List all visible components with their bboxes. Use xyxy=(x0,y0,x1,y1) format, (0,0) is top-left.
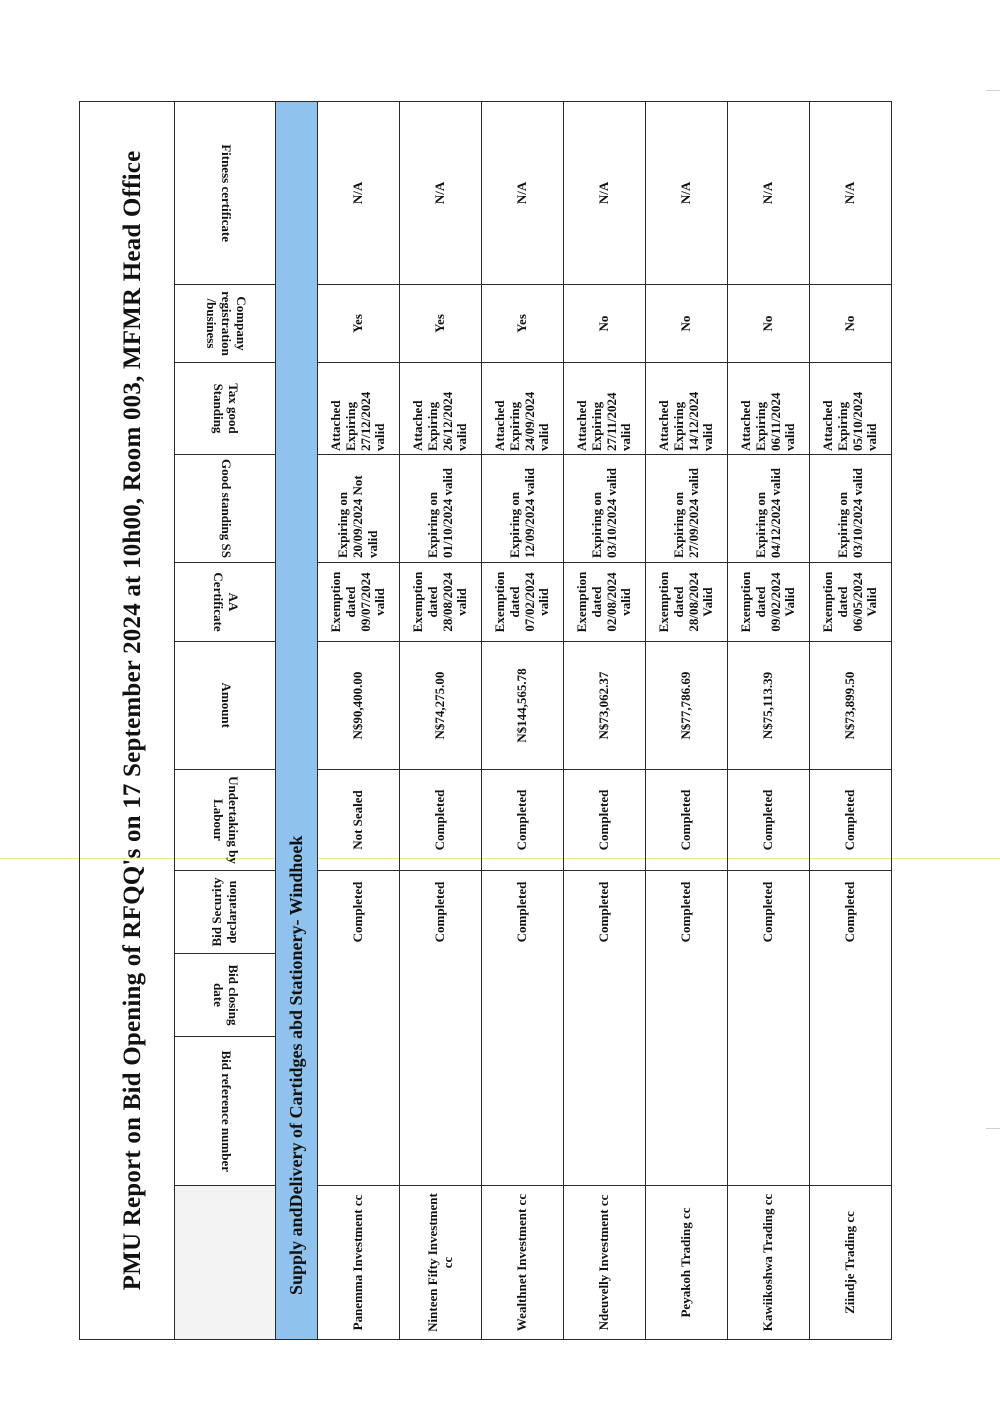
tax-good-standing-cell: Attached Expiring 27/12/2024 valid xyxy=(318,363,400,455)
undertaking-cell: Completed xyxy=(564,770,646,871)
table-row xyxy=(400,101,482,1339)
header-amount: Amount xyxy=(175,642,276,770)
amount-cell: N$144,565.78 xyxy=(482,642,564,770)
bid-security-cell: Completed xyxy=(728,871,810,954)
margin-mark xyxy=(986,90,1000,91)
bid-closing-cell xyxy=(400,954,482,1037)
bid-closing-cell xyxy=(728,954,810,1037)
undertaking-cell: Completed xyxy=(400,770,482,871)
company-cell: Wealthnet Investment cc xyxy=(482,1186,564,1340)
rotated-report xyxy=(79,102,880,1340)
fitness-certificate-cell: N/A xyxy=(564,101,646,284)
company-cell: Panemma Investment cc xyxy=(318,1186,400,1340)
company-registration-cell: Yes xyxy=(482,285,564,363)
good-standing-ss-cell: Expiring on 12/09/2024 valid xyxy=(482,455,564,563)
header-bid-reference: Bid reference number xyxy=(175,1037,276,1186)
fitness-certificate-cell: N/A xyxy=(482,101,564,284)
header-aa-certificate: AA Certificate xyxy=(175,563,276,642)
bid-opening-table xyxy=(79,101,892,1340)
bid-security-cell: Completed xyxy=(810,871,892,954)
table-row xyxy=(318,101,400,1339)
table-row xyxy=(564,101,646,1339)
tax-good-standing-cell: Attached Expiring 06/11/2024 valid xyxy=(728,363,810,455)
aa-certificate-cell: Exemption dated 09/07/2024 valid xyxy=(318,563,400,642)
header-company-registration: Company registration /business xyxy=(175,285,276,363)
table-row xyxy=(646,101,728,1339)
bid-security-cell: Completed xyxy=(646,871,728,954)
good-standing-ss-cell: Expiring on 04/12/2024 valid xyxy=(728,455,810,563)
tax-good-standing-cell: Attached Expiring 27/11/2024 valid xyxy=(564,363,646,455)
amount-cell: N$77,786.69 xyxy=(646,642,728,770)
bid-security-cell: Completed xyxy=(564,871,646,954)
bid-closing-cell xyxy=(564,954,646,1037)
good-standing-ss-cell: Expiring on 20/09/2024 Not valid xyxy=(318,455,400,563)
good-standing-ss-cell: Expiring on 03/10/2024 valid xyxy=(564,455,646,563)
bid-security-cell: Completed xyxy=(318,871,400,954)
good-standing-ss-cell: Expiring on 01/10/2024 valid xyxy=(400,455,482,563)
header-tax-good-standing: Tax good Standing xyxy=(175,363,276,455)
company-registration-cell: No xyxy=(810,285,892,363)
tax-good-standing-cell: Attached Expiring 05/10/2024 valid xyxy=(810,363,892,455)
bid-security-cell: Completed xyxy=(482,871,564,954)
bid-reference-cell xyxy=(810,1037,892,1186)
undertaking-cell: Completed xyxy=(646,770,728,871)
company-cell: Ndeuvelly Investment cc xyxy=(564,1186,646,1340)
aa-certificate-cell: Exemption dated 07/02/2024 valid xyxy=(482,563,564,642)
company-registration-cell: Yes xyxy=(400,285,482,363)
undertaking-cell: Completed xyxy=(482,770,564,871)
report-title: PMU Report on Bid Opening of RFQQ's on 17 September 2024 at 10h00, Room 003, MFMR Head Office xyxy=(80,101,175,1339)
header-undertaking: Undertaking by Labour xyxy=(175,770,276,871)
fitness-certificate-cell: N/A xyxy=(318,101,400,284)
table-row xyxy=(728,101,810,1339)
tax-good-standing-cell: Attached Expiring 26/12/2024 valid xyxy=(400,363,482,455)
header-fitness-certificate: Fitness certificate xyxy=(175,101,276,284)
company-cell: Ninteen Fifty Investment cc xyxy=(400,1186,482,1340)
undertaking-cell: Completed xyxy=(810,770,892,871)
header-good-standing-ss: Good standing SS xyxy=(175,455,276,563)
bid-reference-cell xyxy=(400,1037,482,1186)
good-standing-ss-cell: Expiring on 03/10/2024 valid xyxy=(810,455,892,563)
header-row xyxy=(175,101,276,1339)
bid-security-cell: Completed xyxy=(400,871,482,954)
aa-certificate-cell: Exemption dated 09/02/2024 Valid xyxy=(728,563,810,642)
undertaking-cell: Completed xyxy=(728,770,810,871)
amount-cell: N$75,113.39 xyxy=(728,642,810,770)
bid-closing-cell xyxy=(646,954,728,1037)
bid-closing-cell xyxy=(318,954,400,1037)
report-page xyxy=(79,102,880,1340)
company-registration-cell: No xyxy=(564,285,646,363)
margin-mark xyxy=(986,1128,1000,1129)
company-registration-cell: No xyxy=(646,285,728,363)
tax-good-standing-cell: Attached Expiring 14/12/2024 valid xyxy=(646,363,728,455)
company-registration-cell: No xyxy=(728,285,810,363)
aa-certificate-cell: Exemption dated 28/08/2024 Valid xyxy=(646,563,728,642)
bid-reference-cell xyxy=(318,1037,400,1186)
amount-cell: N$74,275.00 xyxy=(400,642,482,770)
company-cell: Peyakoh Trading cc xyxy=(646,1186,728,1340)
header-company xyxy=(175,1186,276,1340)
amount-cell: N$90,400.00 xyxy=(318,642,400,770)
aa-certificate-cell: Exemption dated 28/08/2024 valid xyxy=(400,563,482,642)
bid-closing-cell xyxy=(810,954,892,1037)
company-cell: Kawiikoshwa Trading cc xyxy=(728,1186,810,1340)
undertaking-cell: Not Sealed xyxy=(318,770,400,871)
bid-reference-cell xyxy=(482,1037,564,1186)
bid-closing-cell xyxy=(482,954,564,1037)
tax-good-standing-cell: Attached Expiring 24/09/2024 valid xyxy=(482,363,564,455)
table-row xyxy=(482,101,564,1339)
table-row xyxy=(810,101,892,1339)
header-bid-security: Bid Security declaration xyxy=(175,871,276,954)
bid-reference-cell xyxy=(728,1037,810,1186)
amount-cell: N$73,899.50 xyxy=(810,642,892,770)
aa-certificate-cell: Exemption dated 02/08/2024 valid xyxy=(564,563,646,642)
bid-reference-cell xyxy=(564,1037,646,1186)
header-bid-closing: Bid closing date xyxy=(175,954,276,1037)
fitness-certificate-cell: N/A xyxy=(646,101,728,284)
good-standing-ss-cell: Expiring on 27/09/2024 valid xyxy=(646,455,728,563)
company-cell: Ziindje Trading cc xyxy=(810,1186,892,1340)
fitness-certificate-cell: N/A xyxy=(810,101,892,284)
bid-reference-cell xyxy=(646,1037,728,1186)
amount-cell: N$73,062.37 xyxy=(564,642,646,770)
fitness-certificate-cell: N/A xyxy=(400,101,482,284)
fitness-certificate-cell: N/A xyxy=(728,101,810,284)
company-registration-cell: Yes xyxy=(318,285,400,363)
aa-certificate-cell: Exemption dated 06/05/2024 Valid xyxy=(810,563,892,642)
section-title: Supply andDelivery of Cartidges abd Stationery- Windhoek xyxy=(276,101,318,1339)
